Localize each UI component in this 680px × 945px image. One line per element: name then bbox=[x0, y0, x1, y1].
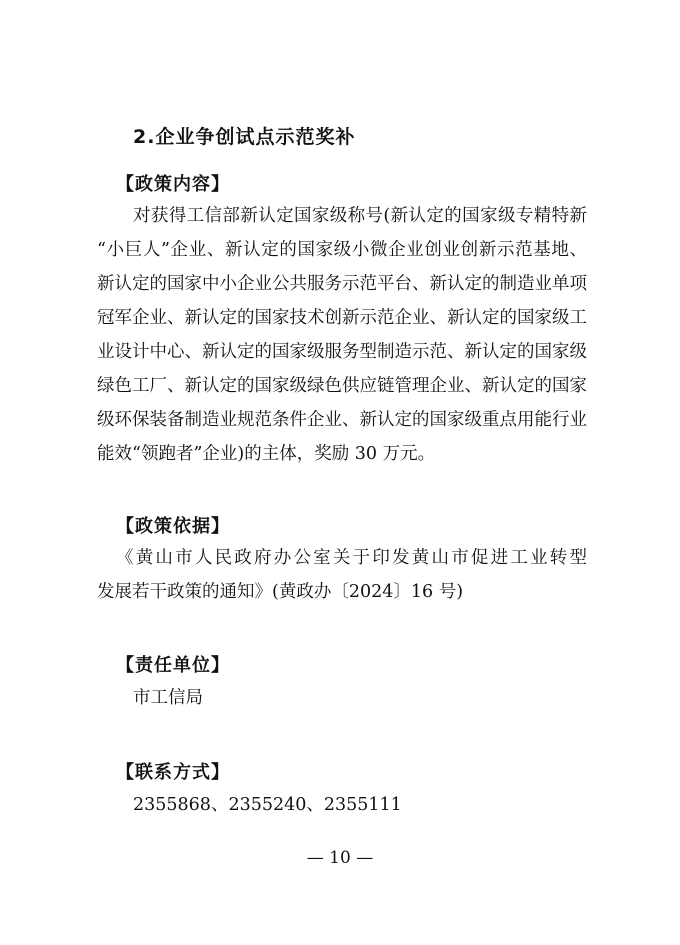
responsible-unit-value: 市工信局 bbox=[133, 688, 203, 708]
policy-content-line: 新认定的国家中小企业公共服务示范平台、新认定的制造业单项 bbox=[97, 274, 587, 294]
page-number: — 10 — bbox=[306, 848, 374, 868]
policy-basis-heading: 【政策依据】 bbox=[116, 516, 230, 537]
policy-basis-line: 发展若干政策的通知》(黄政办〔2024〕16 号) bbox=[97, 582, 464, 602]
policy-content-line: 业设计中心、新认定的国家级服务型制造示范、新认定的国家级 bbox=[97, 342, 587, 362]
contact-value: 2355868、2355240、2355111 bbox=[133, 795, 402, 815]
section-title: 2.企业争创试点示范奖补 bbox=[133, 126, 356, 148]
policy-content-line: 能效“领跑者”企业)的主体，奖励 30 万元。 bbox=[97, 444, 436, 464]
policy-content-line: “小巨人”企业、新认定的国家级小微企业创业创新示范基地、 bbox=[97, 240, 587, 260]
policy-content-heading: 【政策内容】 bbox=[116, 174, 230, 195]
policy-content-line: 冠军企业、新认定的国家技术创新示范企业、新认定的国家级工 bbox=[97, 308, 587, 328]
responsible-unit-heading: 【责任单位】 bbox=[116, 655, 230, 676]
policy-content-line: 对获得工信部新认定国家级称号(新认定的国家级专精特新 bbox=[133, 206, 587, 226]
policy-content-line: 绿色工厂、新认定的国家级绿色供应链管理企业、新认定的国家 bbox=[97, 376, 587, 396]
policy-content-line: 级环保装备制造业规范条件企业、新认定的国家级重点用能行业 bbox=[97, 410, 587, 430]
policy-basis-line: 《黄山市人民政府办公室关于印发黄山市促进工业转型 bbox=[116, 548, 587, 568]
contact-heading: 【联系方式】 bbox=[116, 762, 230, 783]
